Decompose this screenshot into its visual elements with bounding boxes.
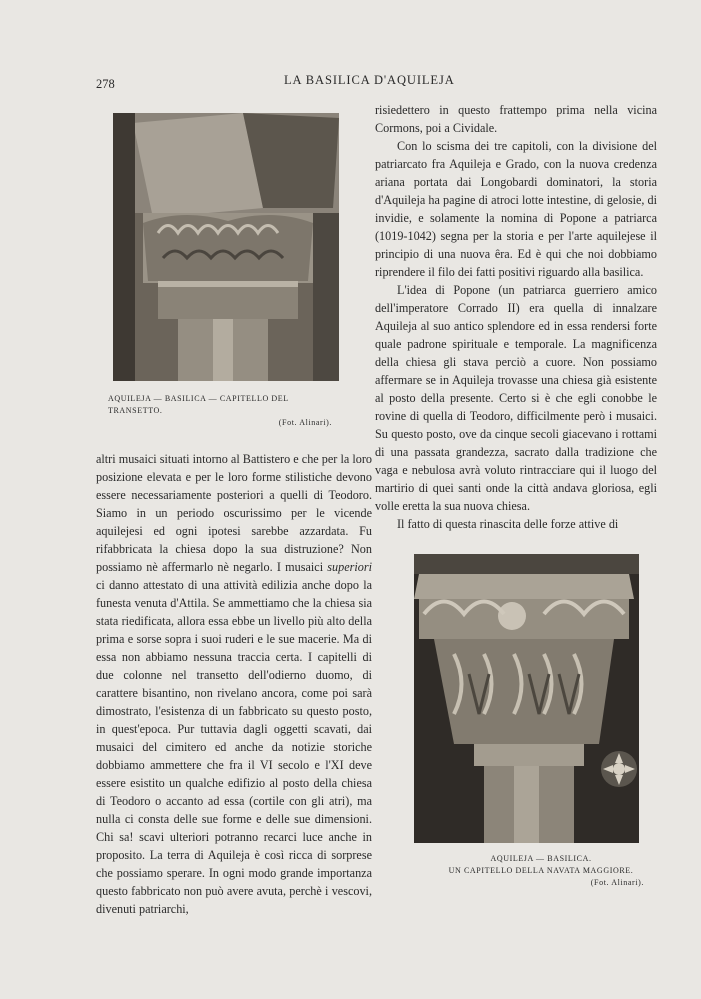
right-paragraph-1: risiedettero in questo frattempo prima nella vicina Cormons, poi a Cividale. <box>375 103 657 135</box>
right-paragraph-3: L'idea di Popone (un patriarca guerriero amico dell'imperatore Corrado II) era quella di innalzare Aquileja al suo antico splendore ed in essa rendersi forte quale padrone spirituale e temporale. La magnificenza della chiesa gli stava perciò a cuore. Non possiamo affermare se in Aquileja trovasse una chiesa già esistente al posto della presente. Certo si è che egli conobbe le rovine di quella di Teodoro, difficilmente però i musaici. Su questo posto, ove da cinque secoli giacevano i rottami di una passata grandezza, sacrato dalla tradizione che vaga e nebulosa avrà voluto rintracciare qui il luogo del martirio di quei santi onde la città andava gloriosa, egli volle eretta la sua nuova chiesa. <box>375 283 657 513</box>
capital-transept-photo <box>113 113 339 381</box>
right-text-column <box>375 101 657 533</box>
capital-nave-photo <box>414 554 639 843</box>
right-paragraph-4: Il fatto di questa rinascita delle forze attive di <box>397 517 619 531</box>
right-paragraph-2: Con lo scisma dei tre capitoli, con la divisione del patriarcato fra Aquileja e Grado, con la nuova credenza ariana portata dai Longobardi dominatori, la storia d'Aquileja ha pagine di atroci lotte intestine, di gelosie, di invidie, e solamente la nomina di Popone a patriarca (1019-1042) segna per la storia e per l'arte aquilejese il principio di una nuova êra. Ed è qui che noi dobbiamo riprendere il filo dei fatti positivi riguardo alla basilica. <box>375 139 657 279</box>
left-paragraph-part-b: ci danno attestato di una attività edilizia anche dopo la funesta venuta d'Attila. Se ammettiamo che la chiesa sia stata riedificata, allora essa ebbe un livello più alto della prima e sorse sopra i suoi ruderi e le sue macerie. Ma di essa non abbiamo nessuna traccia certa. I capitelli di due colonne nel transetto dell'odierno duomo, di carattere bisantino, non rivelano ancora, come poi sarà dimostrato, l'esistenza di un fabbricato su questo posto, in quest'epoca. Pur tuttavia dagli oggetti scavati, dai musaici del cimitero ed anche da notizie storiche dobbiamo ammettere che fra il VI secolo e l'XI deve essere esistito un qualche edifizio al posto della chiesa di Teodoro o accanto ad essa (cortile con gli atri), ma nulla ci consta delle sue forme e delle sue dimensioni. Chi sa! scavi ulteriori potranno recarci luce anche in proposito. La terra di Aquileja è così ricca di sorprese che possiamo sperare. In ogni modo grande importanza questo fabbricato non può avere avuta, perchè i vescovi, divenuti patriarchi, <box>96 578 372 916</box>
figure-2-caption <box>430 853 652 889</box>
figure-1-caption-credit: (Fot. Alinari). <box>278 418 332 427</box>
figure-1-caption <box>108 393 344 429</box>
figure-1-caption-title: AQUILEJA — BASILICA — CAPITELLO DEL TRANSETTO. <box>108 394 289 415</box>
left-paragraph-part-a: altri musaici situati intorno al Battistero e che per la loro posizione elevata e per le loro forme stilistiche devono essere necessariamente posteriori a quelli di Teodoro. Siamo in un periodo oscurissimo per le vicende aquilejesi ed ogni ipotesi sarebbe azzardata. Fu rifabbricata la chiesa dopo la sua distruzione? Non possiamo nè affermarlo nè negarlo. I musaici <box>96 452 372 574</box>
figure-2-caption-line-1: AQUILEJA — BASILICA. <box>490 854 592 863</box>
left-paragraph-emphasis: superiori <box>327 560 372 574</box>
page-number: 278 <box>96 77 115 91</box>
left-text-column <box>96 450 372 918</box>
figure-2-caption-line-2: UN CAPITELLO DELLA NAVATA MAGGIORE. <box>448 866 634 875</box>
running-title: LA BASILICA D'AQUILEJA <box>284 73 455 87</box>
left-paragraph <box>96 450 372 918</box>
figure-2-caption-credit: (Fot. Alinari). <box>590 878 644 887</box>
